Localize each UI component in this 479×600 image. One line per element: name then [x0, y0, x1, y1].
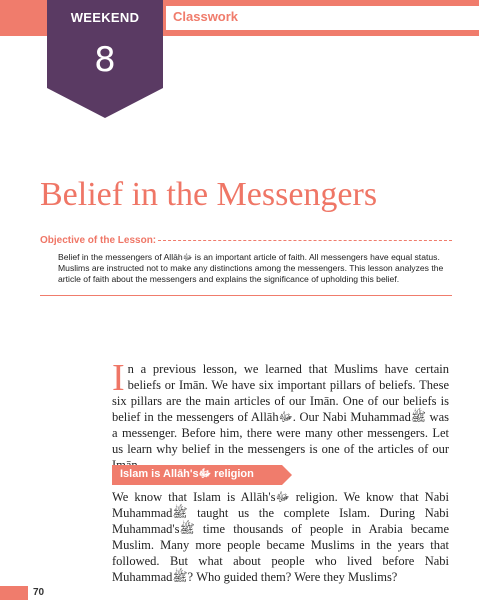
footer-bar: [0, 586, 28, 600]
objective-divider: [158, 240, 452, 241]
objective-bottom-rule: [40, 295, 452, 296]
week-label: WEEKEND: [70, 10, 140, 25]
page-number: 70: [33, 587, 45, 598]
intro-paragraph: [112, 357, 449, 473]
drop-cap: I: [112, 357, 125, 399]
week-number: 8: [94, 40, 116, 80]
section-label: Classwork: [173, 9, 239, 24]
section-heading: Islam is Allāh'sﷻ religion: [120, 468, 254, 480]
section-paragraph: We know that Islam is Allāh'sﷻ religion. We know that Nabi Muhammadﷺ taught us the complete Islam. During Nabi Muhammad'sﷺ time thousands of people in Arabia became Muslim. Many more people became Muslims in the years that followed. But what about people who lived before Nabi Muhammadﷺ? Who guided them? Were they Muslims?: [112, 490, 449, 584]
objective-text: Belief in the messengers of Allāhﷻ is an important article of faith. All messengers have equal status. Muslims are instructed not to make any distinctions among the messengers. This lesson analyzes the article of faith about the messengers and explains the significance of upholding this belief.: [58, 252, 444, 284]
objective-heading: Objective of the Lesson:: [40, 235, 157, 246]
lesson-title: Belief in the Messengers: [40, 176, 378, 213]
intro-text: n a previous lesson, we learned that Muslims have certain beliefs or Imān. We have six important pillars of beliefs. These six pillars are the main articles of our Imān. One of our beliefs is belief in the messengers of Allāhﷻ. Our Nabi Muhammadﷺ was a messenger. Before him, there were many other messengers. Let us learn why belief in the messengers is one of the articles of our: [112, 362, 449, 456]
